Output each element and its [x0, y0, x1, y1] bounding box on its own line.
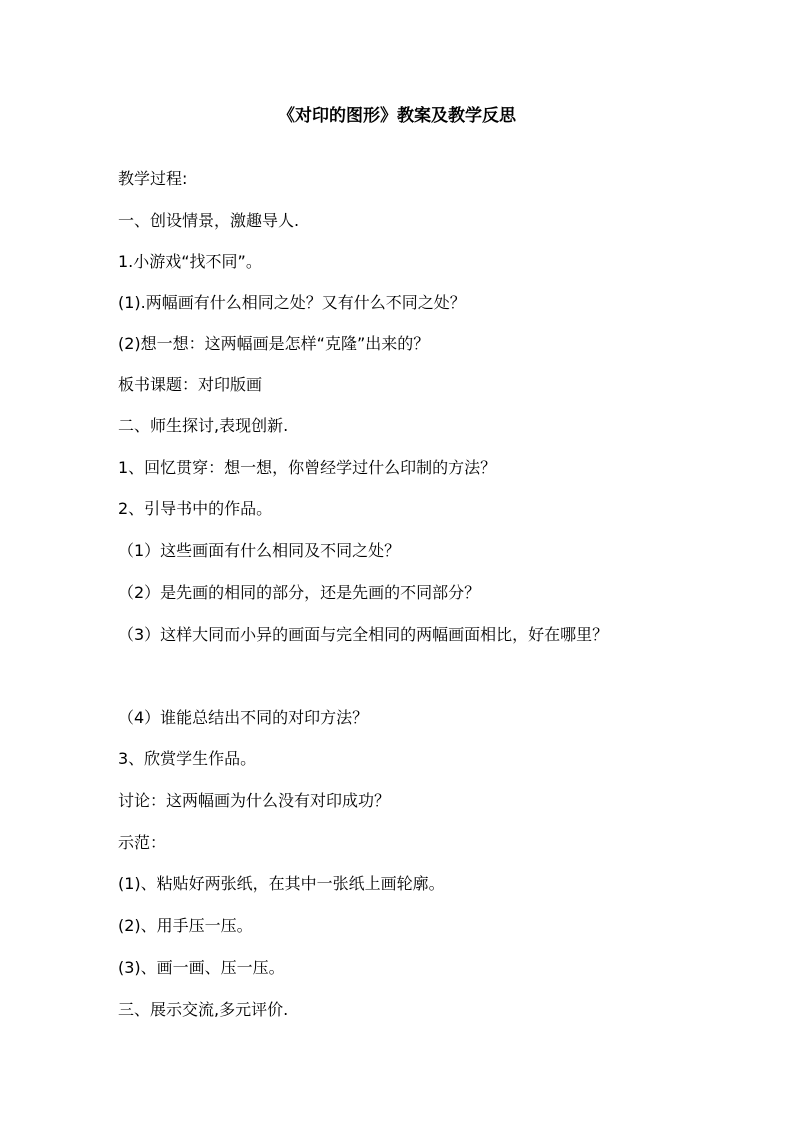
paragraph-line: （1）这些画面有什么相同及不同之处？ — [118, 541, 401, 560]
section-label-teaching-process: 教学过程: — [118, 169, 188, 188]
paragraph-line: 示范： — [118, 833, 167, 852]
paragraph-line: 板书课题：对印版画 — [118, 375, 263, 394]
document-title: 《对印的图形》教案及教学反思 — [278, 106, 516, 126]
section-heading-3: 三、展示交流,多元评价. — [118, 1000, 289, 1019]
paragraph-line: 2、引导书中的作品。 — [118, 499, 273, 518]
section-heading-2: 二、师生探讨,表现创新. — [118, 416, 289, 435]
paragraph-line: (1)、粘贴好两张纸，在其中一张纸上画轮廓。 — [118, 874, 445, 893]
paragraph-line: （3）这样大同而小异的画面与完全相同的两幅画面相比，好在哪里？ — [118, 625, 609, 644]
paragraph-line: (2)想一想：这两幅画是怎样“克隆”出来的？ — [118, 334, 430, 353]
paragraph-line: 讨论：这两幅画为什么没有对印成功？ — [118, 791, 391, 810]
paragraph-line: (3)、画一画、压一压。 — [118, 958, 285, 977]
paragraph-line: （4）谁能总结出不同的对印方法？ — [118, 708, 369, 727]
paragraph-line: （2）是先画的相同的部分，还是先画的不同部分？ — [118, 583, 481, 602]
paragraph-line: 3、欣赏学生作品。 — [118, 749, 257, 768]
paragraph-line: 1、回忆贯穿：想一想，你曾经学过什么印制的方法？ — [118, 458, 497, 477]
section-heading-1: 一、创设情景，激趣导人. — [118, 211, 300, 230]
paragraph-line: (1).两幅画有什么相同之处？又有什么不同之处？ — [118, 293, 466, 312]
paragraph-line: 1.小游戏“找不同”。 — [118, 252, 262, 271]
paragraph-line: (2)、用手压一压。 — [118, 916, 253, 935]
